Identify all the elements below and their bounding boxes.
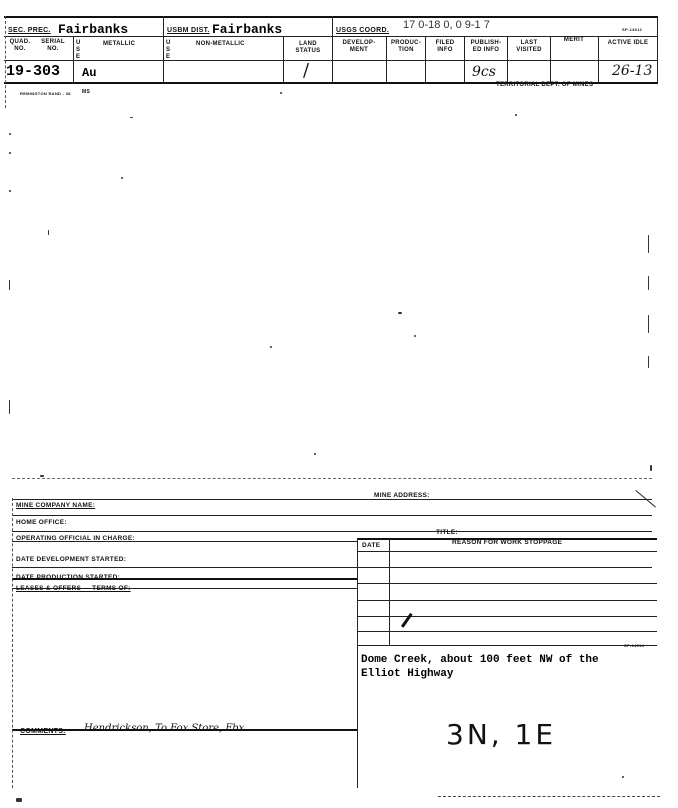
comments-value: Hendrickson, To Fox Store, Fbx [84,723,245,734]
location-line-2: Elliot Highway [361,668,454,680]
date-column-header: DATE [362,542,381,549]
home-office-label: HOME OFFICE: [16,519,67,526]
comments-label: COMMENTS: [20,728,66,735]
metallic-value: Au [82,66,97,80]
quad-no-label: QUAD. NO. [9,39,31,52]
bottom-noise [438,796,660,797]
operating-official-label: OPERATING OFFICIAL IN CHARGE: [16,535,135,542]
serial-no-label: SERIAL NO. [41,39,65,52]
land-status-value: / [303,60,310,81]
location-line-1: Dome Creek, about 100 feet NW of the [361,654,599,666]
usbm-dist-value: Fairbanks [212,22,283,37]
use-label-nonmetallic: U S E [166,40,171,60]
township-range: 3N, 1E [446,718,557,751]
usgs-coord-value: 17 0-18 0, 0 9-1 7 [403,19,490,31]
use-label-metallic: U S E [76,40,81,60]
form-number-bottom: SP-14614 [624,643,645,648]
sec-prec-value: Fairbanks [58,22,129,37]
title-label: TITLE: [436,529,459,536]
printer-mark: MS [82,89,91,95]
published-info-value: 9cs [472,64,496,80]
land-status-label: LAND STATUS [295,41,321,54]
development-label: DEVELOP- MENT [342,40,376,53]
active-idle-label: ACTIVE IDLE [607,40,649,46]
date-production-label: DATE PRODUCTION STARTED: [16,574,121,581]
production-label: PRODUC- TION [390,40,422,53]
printer-imprint: REMINGTON RAND - 38 [20,91,71,96]
sec-prec-label: SEC. PREC. [8,27,51,34]
mine-address-label: MINE ADDRESS: [374,492,430,499]
date-development-label: DATE DEVELOPMENT STARTED: [16,556,127,563]
mine-company-name-label: MINE COMPANY NAME: [16,502,96,509]
quad-serial-value: 19-303 [6,63,61,80]
filed-info-label: FILED INFO [435,40,455,53]
last-visited-label: LAST VISITED [516,40,542,53]
territorial-dept-label: TERRITORIAL DEPT. OF MINES [496,82,594,88]
merit-label: MERIT [563,37,585,43]
reason-column-header: REASON FOR WORK STOPPAGE [452,539,563,546]
usgs-coord-label: USGS COORD. [336,27,390,34]
usbm-dist-label: USBM DIST. [167,27,210,34]
active-idle-value: 26-13 [612,63,653,79]
metallic-label: METALLIC [103,41,136,47]
non-metallic-label: NON-METALLIC [196,41,245,47]
leases-label: LEASES & OFFERS — TERMS OF: [16,585,131,592]
published-info-label: PUBLISH- ED INFO [470,40,502,53]
form-number-top: SP-14612 [622,27,643,32]
